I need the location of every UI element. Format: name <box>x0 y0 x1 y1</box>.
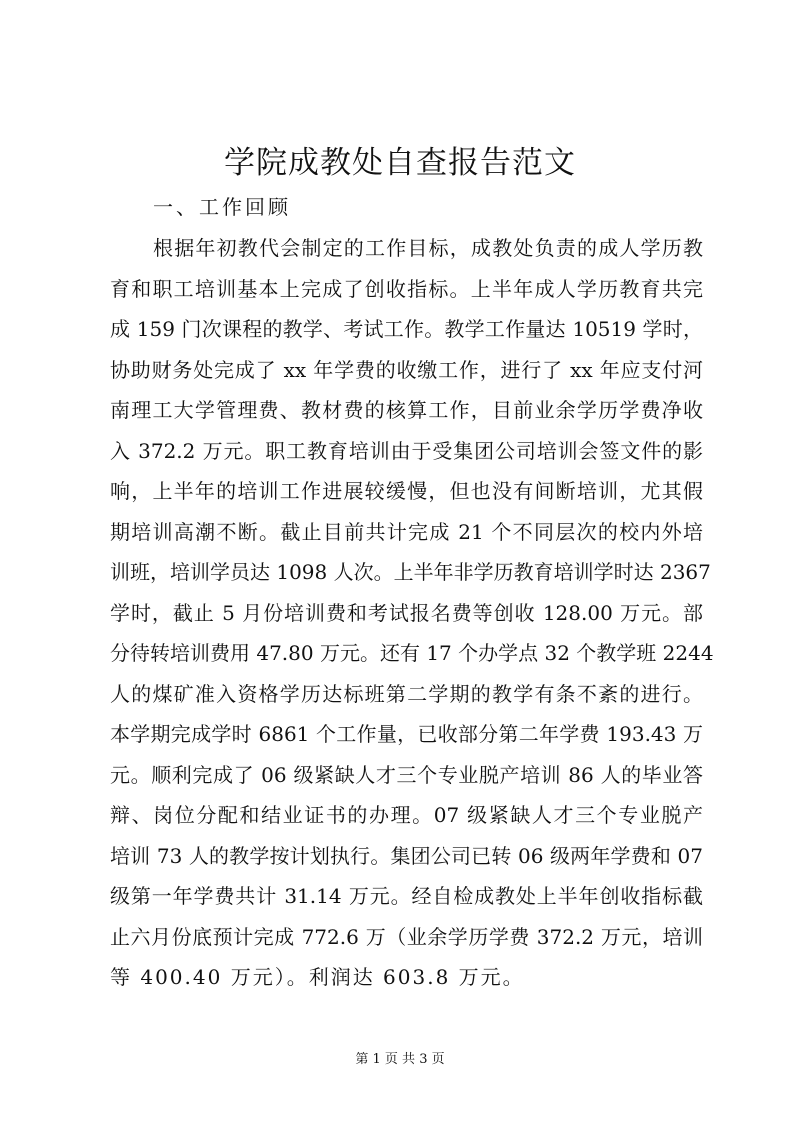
paragraph-line: 人的煤矿准入资格学历达标班第二学期的教学有条不紊的进行。 <box>110 681 703 706</box>
paragraph-line: 响，上半年的培训工作进展较缓慢，但也没有间断培训，尤其假 <box>110 479 703 503</box>
paragraph-line: 南理工大学管理费、教材费的核算工作，目前业余学历学费净收 <box>110 398 703 422</box>
paragraph-line: 期培训高潮不断。截止目前共计完成 21 个不同层次的校内外培 <box>110 519 703 544</box>
document-title: 学院成教处自查报告范文 <box>224 145 576 181</box>
paragraph-line: 辩、岗位分配和结业证书的办理。07 级紧缺人才三个专业脱产 <box>110 803 703 827</box>
paragraph-line: 学时，截止 5 月份培训费和考试报名费等创收 128.00 万元。部 <box>110 600 703 625</box>
paragraph-line: 本学期完成学时 6861 个工作量，已收部分第二年学费 193.43 万 <box>110 722 703 746</box>
paragraph-line: 育和职工培训基本上完成了创收指标。上半年成人学历教育共完 <box>110 276 703 301</box>
page-footer: 第 1 页 共 3 页 <box>355 1052 445 1067</box>
paragraph-line: 入 372.2 万元。职工教育培训由于受集团公司培训会签文件的影 <box>110 438 703 463</box>
paragraph-line: 培训 73 人的教学按计划执行。集团公司已转 06 级两年学费和 07 <box>110 843 703 868</box>
paragraph-line: 等 400.40 万元）。利润达 603.8 万元。 <box>110 965 525 989</box>
paragraph-line: 根据年初教代会制定的工作目标，成教处负责的成人学历教 <box>153 236 703 260</box>
paragraph-line: 成 159 门次课程的教学、考试工作。教学工作量达 10519 学时， <box>110 317 703 341</box>
section-heading: 一、工作回顾 <box>153 195 291 219</box>
paragraph-line: 级第一年学费共计 31.14 万元。经自检成教处上半年创收指标截 <box>110 884 703 908</box>
paragraph-line: 止六月份底预计完成 772.6 万（业余学历学费 372.2 万元，培训 <box>110 924 703 949</box>
paragraph-line: 元。顺利完成了 06 级紧缺人才三个专业脱产培训 86 人的毕业答 <box>110 762 703 787</box>
paragraph-line: 训班，培训学员达 1098 人次。上半年非学历教育培训学时达 2367 <box>110 560 711 584</box>
paragraph-line: 分待转培训费用 47.80 万元。还有 17 个办学点 32 个教学班 2244 <box>110 641 714 665</box>
paragraph-line: 协助财务处完成了 xx 年学费的收缴工作，进行了 xx 年应支付河 <box>110 357 703 382</box>
paragraph <box>110 228 714 998</box>
